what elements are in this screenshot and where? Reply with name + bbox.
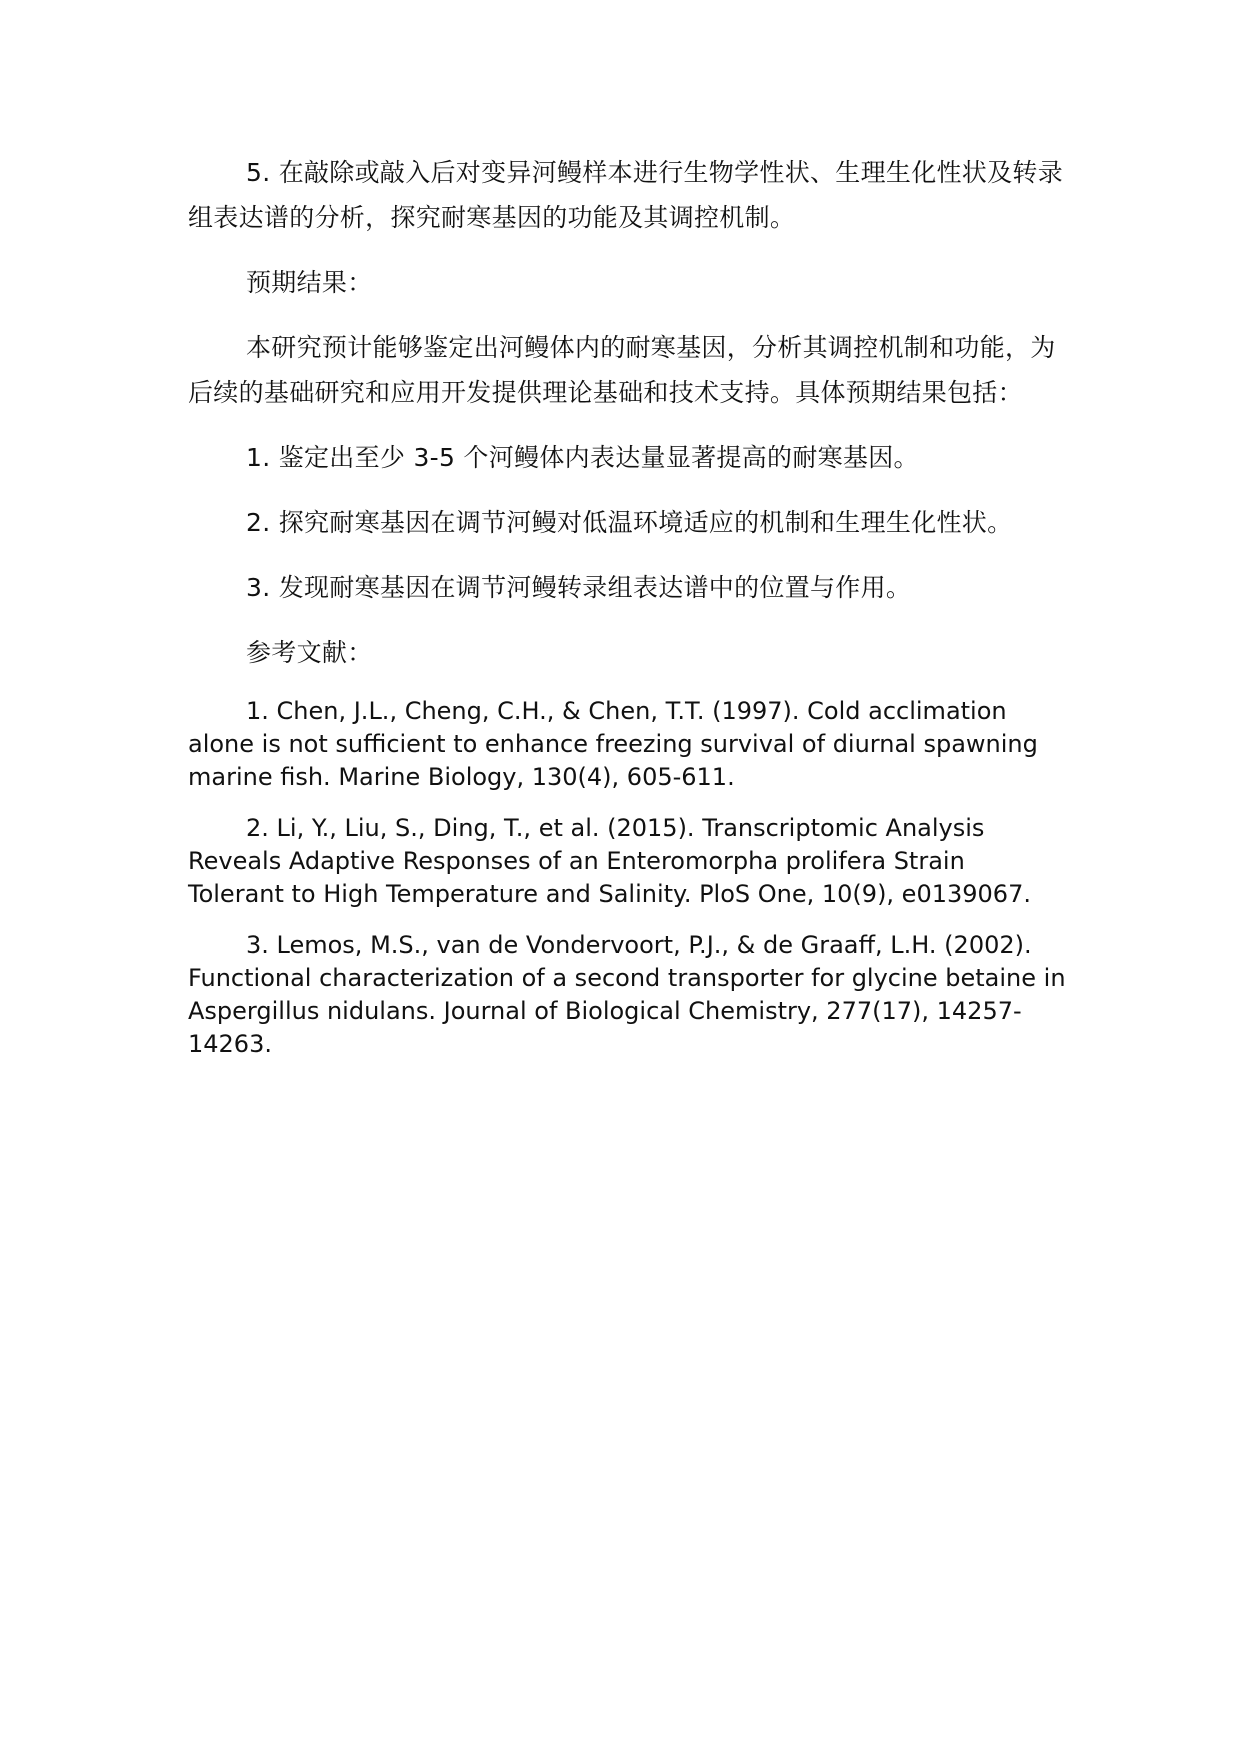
expected-result-3: 3. 发现耐寒基因在调节河鳗转录组表达谱中的位置与作用。: [246, 573, 912, 602]
references-list: [188, 695, 1068, 1061]
reference-item: 3. Lemos, M.S., van de Vondervoort, P.J., & de Graaff, L.H. (2002). Functional characterization of a second transporter for glycine betaine in Aspergillus nidulans. Journal of Biological Chemistry, 277(17), 14257-14263.: [188, 931, 1066, 1058]
expected-result-2: 2. 探究耐寒基因在调节河鳗对低温环境适应的机制和生理生化性状。: [246, 508, 1013, 537]
expected-result-1: 1. 鉴定出至少 3-5 个河鳗体内表达量显著提高的耐寒基因。: [246, 443, 919, 472]
expected-results-heading: 预期结果：: [246, 268, 373, 297]
document-page: [188, 150, 1068, 1079]
reference-item: 1. Chen, J.L., Cheng, C.H., & Chen, T.T. (1997). Cold acclimation alone is not sufficient to enhance freezing survival of diurnal spawning marine fish. Marine Biology, 130(4), 605-611.: [188, 697, 1038, 791]
method-step-5: 5. 在敲除或敲入后对变异河鳗样本进行生物学性状、生理生化性状及转录组表达谱的分析，探究耐寒基因的功能及其调控机制。: [188, 158, 1064, 232]
expected-results-intro: 本研究预计能够鉴定出河鳗体内的耐寒基因，分析其调控机制和功能，为后续的基础研究和应用开发提供理论基础和技术支持。具体预期结果包括：: [188, 333, 1056, 407]
references-heading: 参考文献：: [246, 638, 373, 667]
reference-item: 2. Li, Y., Liu, S., Ding, T., et al. (2015). Transcriptomic Analysis Reveals Adaptive Responses of an Enteromorpha prolifera Strain Tolerant to High Temperature and Salinity. PloS One, 10(9), e0139067.: [188, 814, 1031, 908]
